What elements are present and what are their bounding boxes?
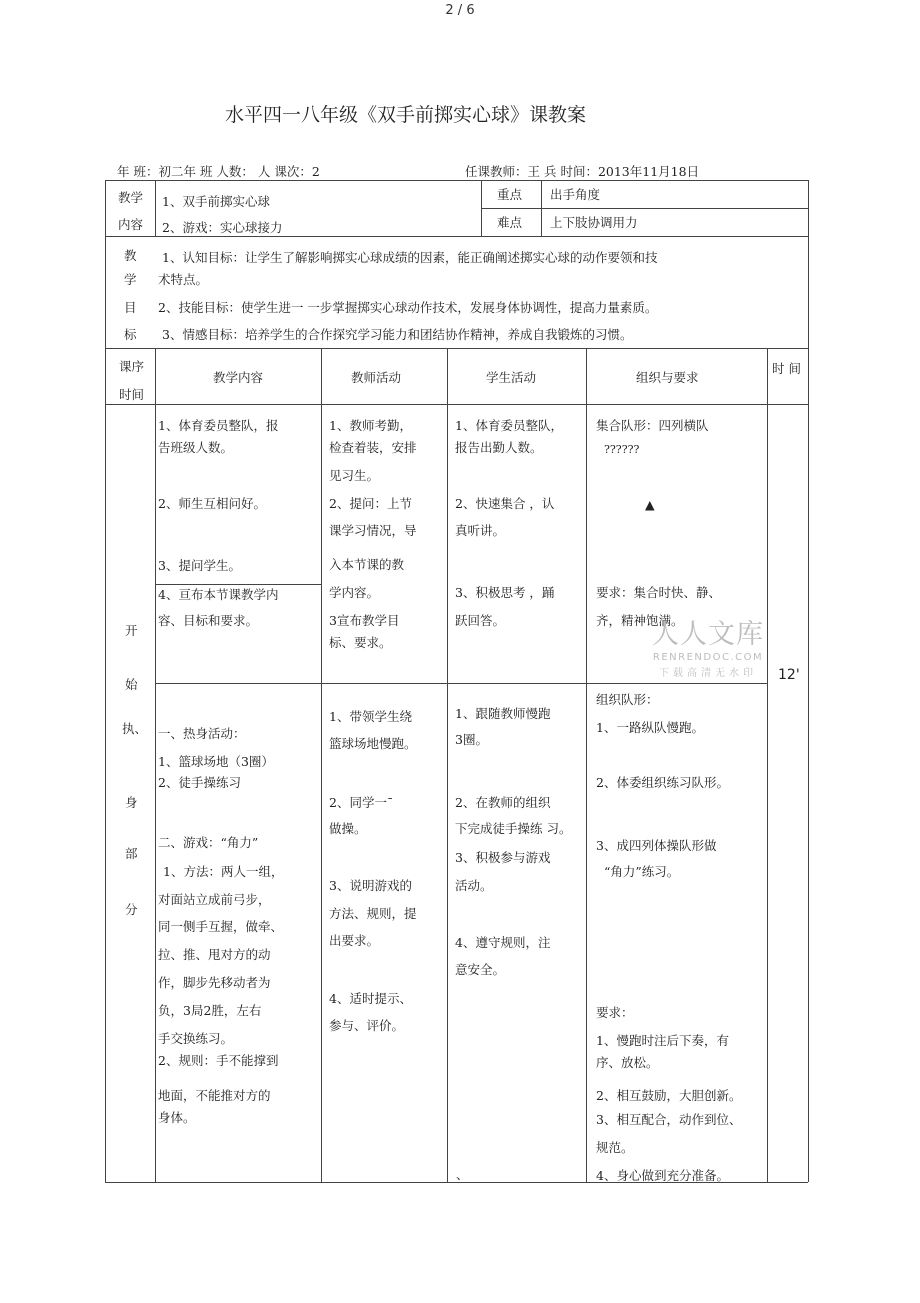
cell-text: 意安全。: [455, 962, 506, 977]
cell-text: 序、放松。: [596, 1055, 659, 1070]
cell-text: 二、游戏：“角力”: [158, 835, 259, 850]
content-label: 内容: [118, 217, 144, 232]
cell-text: 4、遵守规则，注: [455, 935, 551, 950]
cell-text: 4、身心做到充分准备。: [596, 1168, 729, 1183]
cell-text: ??????: [604, 443, 640, 456]
cell-text: 检查着装，安排: [329, 440, 417, 455]
col-teacher: 教师活动: [351, 370, 402, 385]
objectives-label: 教: [124, 248, 137, 263]
time-value: 12': [778, 667, 800, 683]
cell-text: 作，脚步先移动者为: [158, 975, 271, 990]
cell-text: 3宣布教学目: [329, 613, 400, 628]
col-order: 课序: [119, 359, 145, 374]
cell-text: 4、适时提示、: [329, 991, 412, 1006]
cell-text: 集合队形：四列横队: [596, 418, 709, 433]
cell-text: 2、同学一ˉ: [329, 795, 394, 810]
cell-text: 篮球场地慢跑。: [329, 736, 417, 751]
cell-text: 参与、评价。: [329, 1018, 405, 1033]
col-organization: 组织与要求: [636, 370, 699, 385]
cell-text: 方法、规则，提: [329, 906, 417, 921]
col-content: 教学内容: [213, 370, 264, 385]
cell-text: 1、跟随教师慢跑: [455, 706, 551, 721]
content-item: 2、游戏：实心球接力: [162, 220, 283, 235]
cell-text: 容、目标和要求。: [158, 613, 259, 628]
cell-text: 规范。: [596, 1140, 634, 1155]
watermark-logo: 人人文库: [652, 619, 764, 650]
cell-text: 1、一路纵队慢跑。: [596, 720, 704, 735]
objective-line: 2、技能目标：使学生进一 一步掌握掷实心球动作技术，发展身体协调性，提高力量素质。: [158, 300, 658, 315]
difficulty-value: 上下肢协调用力: [550, 215, 638, 230]
cell-text: 2、徒手操练习: [158, 775, 241, 790]
cell-text: 2、师生互相问好。: [158, 496, 266, 511]
cell-text: 2、快速集合 ，认: [455, 496, 555, 511]
cell-text: 3、说明游戏的: [329, 878, 412, 893]
cell-text: 4、亘布本节课教学内: [158, 587, 279, 602]
cell-text: 见习生。: [329, 468, 380, 483]
cell-text: 地面，不能推对方的: [158, 1088, 271, 1103]
cell-text: 一、热身活动：: [158, 726, 246, 741]
cell-text: 1、教师考勤，: [329, 418, 412, 433]
section-label: 开: [125, 623, 138, 638]
cell-text: 同一侧手互握，做牵、: [158, 919, 284, 934]
content-item: 1、双手前掷实心球: [162, 194, 270, 209]
section-label: 部: [125, 846, 138, 861]
teacher-position-icon: ▲: [645, 497, 655, 512]
cell-text: 1、方法：两人一组，: [163, 864, 284, 879]
watermark-url: RENRENDOC.COM: [652, 652, 764, 663]
objectives-label: 学: [124, 272, 137, 287]
cell-text: 齐，精神饱满。: [596, 613, 684, 628]
cell-text: 对面站立成前弓步，: [158, 892, 271, 907]
cell-text: 1、带领学生绕: [329, 709, 412, 724]
cell-text: 、: [456, 1167, 469, 1182]
cell-text: 3圈。: [455, 732, 488, 747]
cell-text: 3、提问学生。: [158, 558, 241, 573]
cell-text: 学内容。: [329, 585, 380, 600]
cell-text: 2、体委组织练习队形。: [596, 775, 729, 790]
cell-text: 标、要求。: [329, 635, 392, 650]
cell-text: 要求：: [596, 1005, 634, 1020]
section-label: 执、: [122, 721, 148, 736]
key-value: 出手角度: [550, 187, 601, 202]
col-time: 时 间: [772, 361, 801, 376]
cell-text: 3、积极思考 ，踊: [455, 585, 555, 600]
page-number: 2 / 6: [445, 3, 475, 18]
objectives-label: 标: [124, 327, 137, 342]
cell-text: 3、成四列体操队形做: [596, 838, 717, 853]
objectives-label: 目: [124, 300, 137, 315]
cell-text: 2、提问：上节: [329, 496, 412, 511]
col-order: 时间: [119, 387, 145, 402]
section-label: 分: [125, 902, 138, 917]
page-title: 水平四一八年级《双手前掷实心球》课教案: [225, 104, 587, 126]
cell-text: 1、慢跑时注后下奏，有: [596, 1033, 729, 1048]
cell-text: 2、在教师的组织: [455, 795, 551, 810]
cell-text: 1、体育委员整队，: [455, 418, 563, 433]
key-label: 重点: [497, 187, 523, 202]
cell-text: 课学习情况，导: [329, 523, 417, 538]
cell-text: 入本节课的教: [329, 557, 405, 572]
objective-line: 1、认知目标：让学生了解影响掷实心球成绩的因素，能正确阐述掷实心球的动作要领和技: [162, 250, 658, 265]
cell-text: 组织队形：: [596, 692, 659, 707]
objective-line: 3、情感目标：培养学生的合作探究学习能力和团结协作精神，养成自我锻炼的习惯。: [162, 327, 633, 342]
cell-text: 出要求。: [329, 933, 380, 948]
col-student: 学生活动: [486, 370, 537, 385]
cell-text: 1、篮球场地（3圈）: [158, 754, 274, 769]
cell-text: 做操。: [329, 821, 367, 836]
cell-text: 真听讲。: [455, 523, 506, 538]
class-info: 年 班：初二年 班 人数： 人 课次：2: [117, 164, 320, 179]
cell-text: 负，3局2胜，左右: [158, 1003, 262, 1018]
cell-text: 告班级人数。: [158, 440, 234, 455]
cell-text: 身体。: [158, 1110, 196, 1125]
cell-text: 3、相互配合，动作到位、: [596, 1112, 742, 1127]
section-label: 始: [125, 677, 138, 692]
cell-text: 报告出勤人数。: [455, 440, 543, 455]
cell-text: 手交换练习。: [158, 1031, 234, 1046]
cell-text: 活动。: [455, 878, 493, 893]
difficulty-label: 难点: [497, 215, 523, 230]
content-label: 教学: [118, 190, 144, 205]
cell-text: 要求：集合时快、静、: [596, 585, 722, 600]
watermark: [646, 620, 770, 679]
cell-text: 拉、推、甩对方的动: [158, 947, 271, 962]
teacher-info: 任课教师：王 兵 时间：2013年11月18日: [465, 164, 700, 179]
section-label: 身: [125, 795, 138, 810]
cell-text: 2、相互鼓励，大胆创新。: [596, 1088, 742, 1103]
cell-text: 跃回答。: [455, 613, 506, 628]
cell-text: “角力”练习。: [604, 864, 680, 879]
objective-line: 术特点。: [158, 272, 209, 287]
cell-text: 下完成徒手操练 习。: [455, 821, 572, 836]
watermark-tagline: 下载高清无水印: [659, 668, 757, 679]
cell-text: 3、积极参与游戏: [455, 850, 551, 865]
cell-text: 2、规则：手不能撑到: [158, 1053, 279, 1068]
cell-text: 1、体育委员整队，报: [158, 418, 279, 433]
